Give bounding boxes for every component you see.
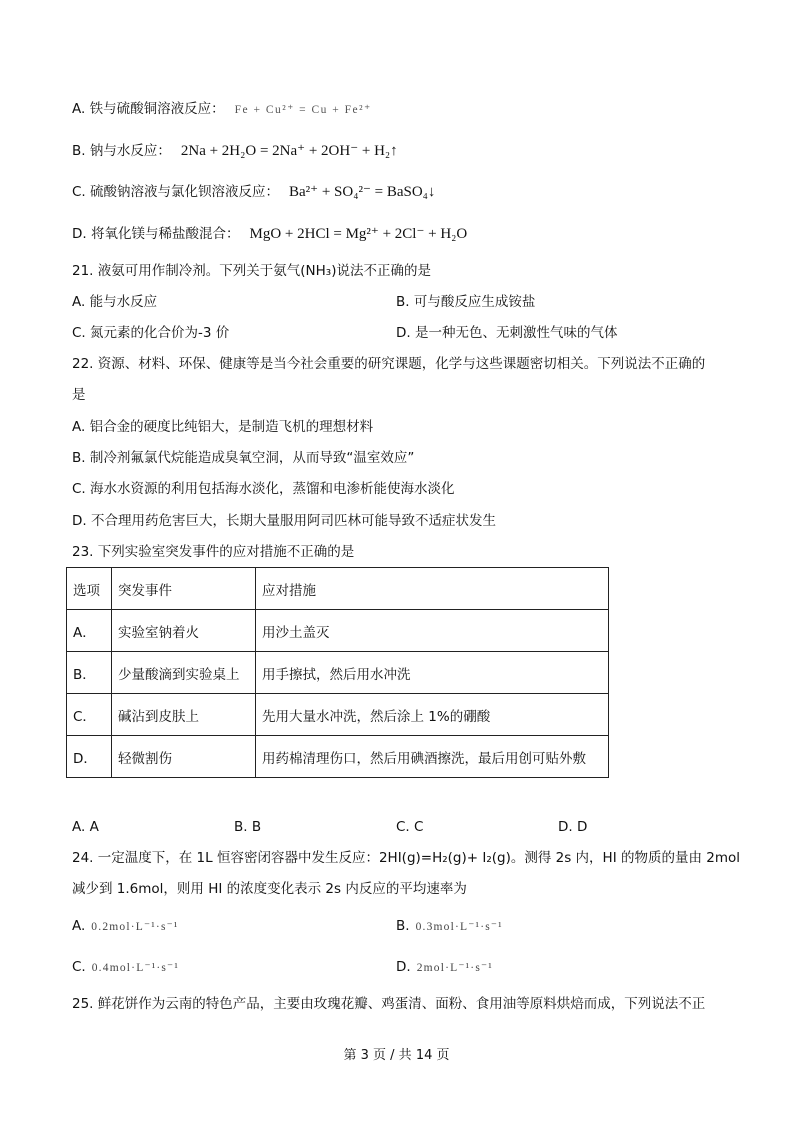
q20-option-a [72, 100, 372, 119]
q20-option-c [72, 183, 435, 201]
q24-option-c [72, 958, 179, 977]
q24-option-a-label: A. [72, 918, 86, 934]
q23-choice-d: D. D [558, 819, 588, 835]
table-row [67, 610, 609, 652]
table-header-row [67, 568, 609, 610]
q24-option-c-label: C. [72, 959, 86, 975]
table-cell-option: B． [67, 652, 112, 694]
q22-option-c: C. 海水水资源的利用包括海水淡化，蒸馏和电渗析能使海水淡化 [72, 481, 455, 497]
q24-stem-line2: 减少到 1.6mol，则用 HI 的浓度变化表示 2s 内反应的平均速率为 [72, 881, 467, 897]
table-header-event: 突发事件 [112, 568, 256, 610]
q21-stem: 21. 液氨可用作制冷剂。下列关于氨气(NH₃)说法不正确的是 [72, 263, 431, 279]
q21-option-b: B. 可与酸反应生成铵盐 [396, 294, 536, 310]
q20-option-a-formula: Fe + Cu²⁺ = Cu + Fe²⁺ [234, 104, 372, 116]
q20-option-d-text: D. 将氧化镁与稀盐酸混合： [72, 226, 240, 242]
table-cell-option: C． [67, 694, 112, 736]
table-cell-event: 轻微割伤 [112, 736, 256, 778]
table-cell-measure: 用手擦拭，然后用水冲洗 [256, 652, 609, 694]
q20-option-b-formula: 2Na + 2H₂O = 2Na⁺ + 2OH⁻ + H₂↑ [180, 143, 398, 159]
q23-choice-c: C. C [396, 819, 424, 835]
table-cell-option: A． [67, 610, 112, 652]
table-header-measure: 应对措施 [256, 568, 609, 610]
table-row [67, 694, 609, 736]
q25-stem: 25. 鲜花饼作为云南的特色产品，主要由玫瑰花瓣、鸡蛋清、面粉、食用油等原料烘焙而成，下列说法不正 [72, 996, 706, 1012]
q22-stem-line1: 22. 资源、材料、环保、健康等是当今社会重要的研究课题，化学与这些课题密切相关。下列说法不正确的 [72, 356, 706, 372]
q24-option-d [396, 958, 493, 977]
q20-option-c-text: C. 硫酸钠溶液与氯化钡溶液反应： [72, 184, 280, 200]
q20-option-c-formula: Ba²⁺ + SO₄²⁻ = BaSO₄↓ [289, 184, 436, 200]
q20-option-d [72, 225, 467, 243]
q24-option-d-value: 2mol·L⁻¹·s⁻¹ [416, 962, 493, 974]
q24-option-b-label: B. [396, 918, 410, 934]
q24-option-b [396, 917, 503, 936]
table-cell-event: 少量酸滴到实验桌上 [112, 652, 256, 694]
q24-stem-line1: 24. 一定温度下，在 1L 恒容密闭容器中发生反应：2HI(g)=H₂(g)+ I₂(g)。测得 2s 内，HI 的物质的量由 2mol [72, 850, 741, 866]
table-cell-measure: 用沙土盖灭 [256, 610, 609, 652]
q22-option-b: B. 制冷剂氟氯代烷能造成臭氧空洞，从而导致“温室效应” [72, 450, 415, 466]
q22-stem-line2: 是 [72, 387, 86, 403]
table-cell-measure: 先用大量水冲洗，然后涂上 1%的硼酸 [256, 694, 609, 736]
q23-stem: 23. 下列实验室突发事件的应对措施不正确的是 [72, 544, 355, 560]
table-header-option: 选项 [67, 568, 112, 610]
q21-option-a: A. 能与水反应 [72, 294, 158, 310]
q23-choice-a: A. A [72, 819, 99, 835]
q24-option-d-label: D. [396, 959, 411, 975]
page-number-footer: 第 3 页 / 共 14 页 [343, 1048, 450, 1063]
table-cell-measure: 用药棉清理伤口，然后用碘酒擦洗，最后用创可贴外敷 [256, 736, 609, 778]
q23-table [66, 567, 609, 778]
q23-choice-b: B. B [234, 819, 262, 835]
q24-option-b-value: 0.3mol·L⁻¹·s⁻¹ [415, 921, 503, 933]
table-cell-event: 碱沾到皮肤上 [112, 694, 256, 736]
q20-option-d-formula: MgO + 2HCl = Mg²⁺ + 2Cl⁻ + H₂O [249, 226, 468, 242]
table-row [67, 652, 609, 694]
q22-option-d: D. 不合理用药危害巨大，长期大量服用阿司匹林可能导致不适症状发生 [72, 513, 496, 529]
table-cell-option: D． [67, 736, 112, 778]
q22-option-a: A. 铝合金的硬度比纯铝大，是制造飞机的理想材料 [72, 419, 374, 435]
q20-option-a-text: A. 铁与硫酸铜溶液反应： [72, 101, 225, 117]
table-cell-event: 实验室钠着火 [112, 610, 256, 652]
q20-option-b-text: B. 钠与水反应： [72, 143, 171, 159]
q24-option-c-value: 0.4mol·L⁻¹·s⁻¹ [91, 962, 179, 974]
table-row [67, 736, 609, 778]
q24-option-a [72, 917, 179, 936]
q20-option-b [72, 142, 398, 160]
q24-option-a-value: 0.2mol·L⁻¹·s⁻¹ [91, 921, 179, 933]
q21-option-c: C. 氮元素的化合价为-3 价 [72, 325, 230, 341]
q21-option-d: D. 是一种无色、无刺激性气味的气体 [396, 325, 618, 341]
